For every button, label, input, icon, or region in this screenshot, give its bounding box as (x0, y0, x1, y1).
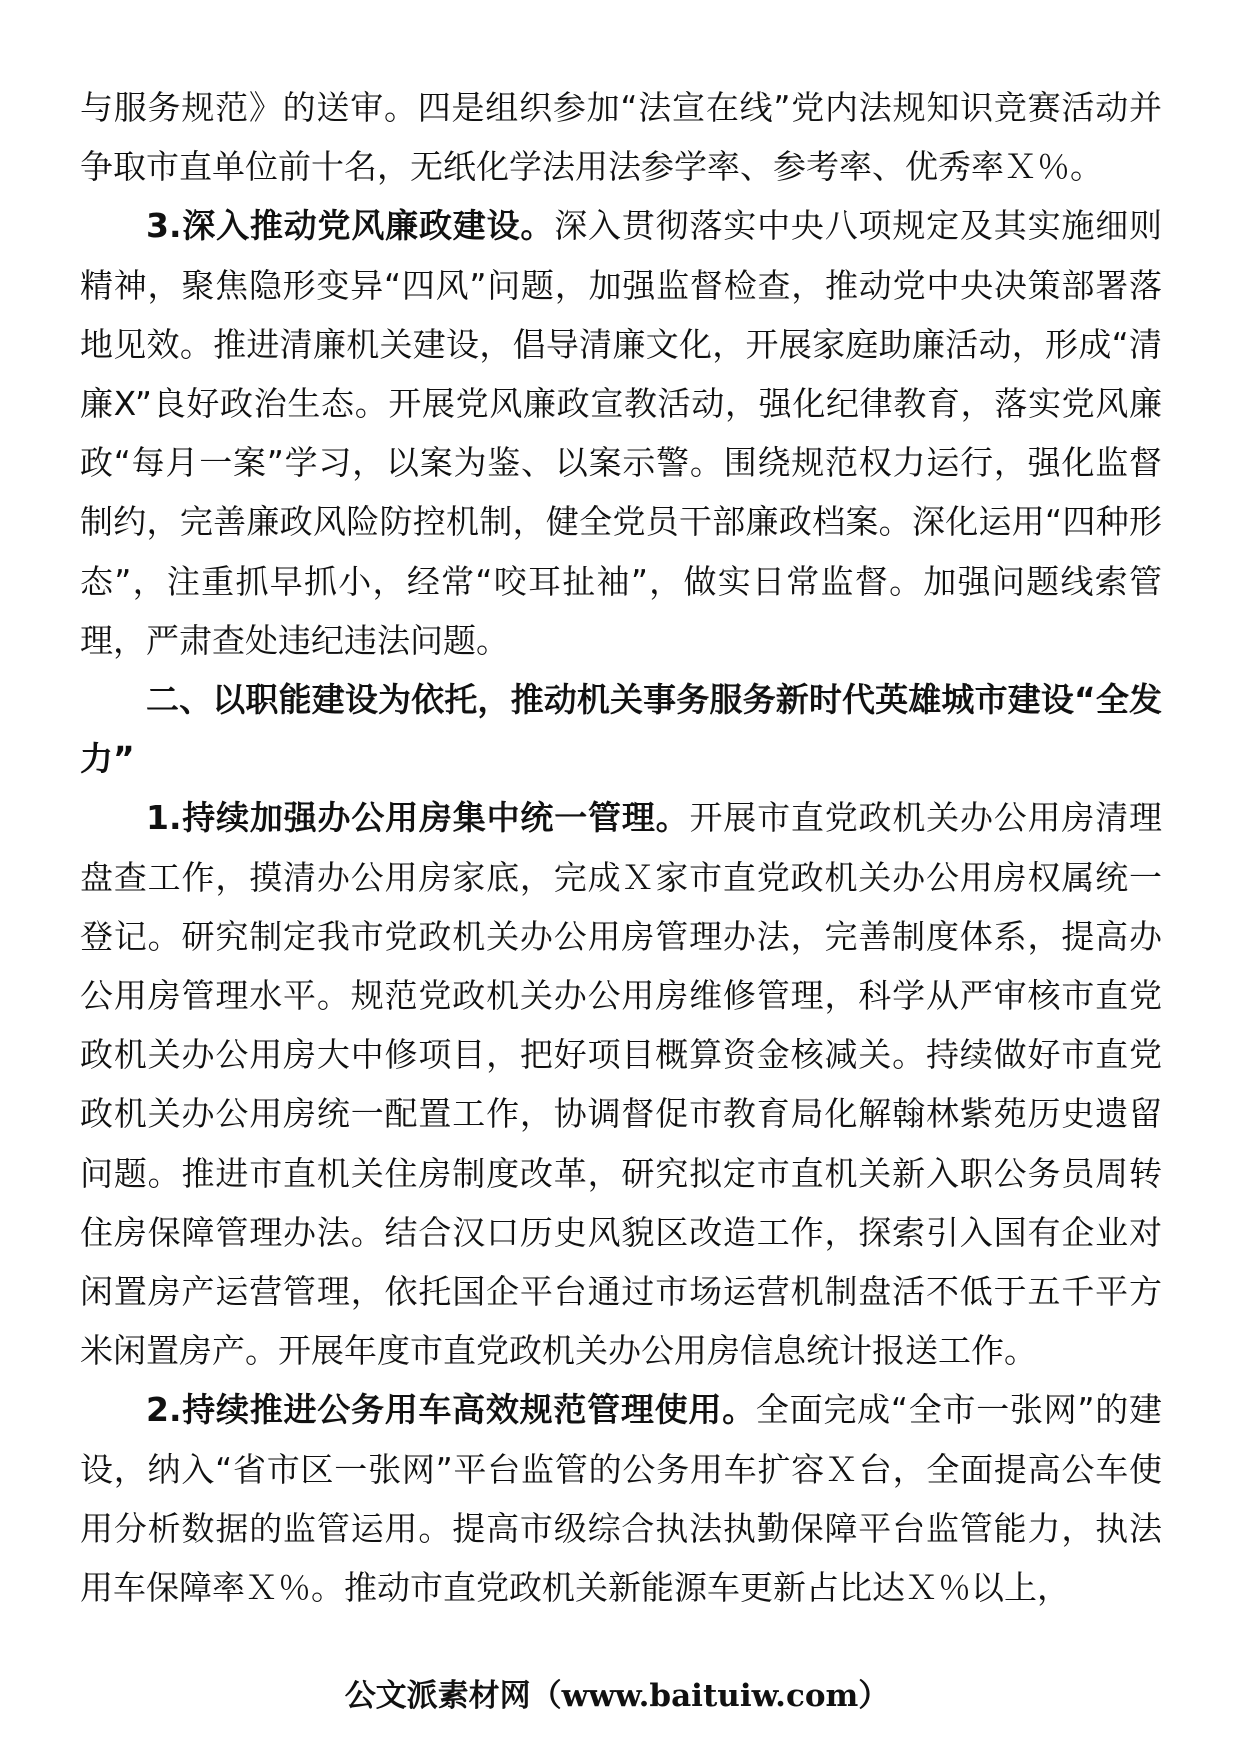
paragraph-1-text: 与服务规范》的送审。四是组织参加“法宣在线”党内法规知识竞赛活动并争取市直单位前十名，无纸化学法用法参学率、参考率、优秀率Ｘ％。 (80, 88, 1162, 187)
paragraph-2-text: 深入贯彻落实中央八项规定及其实施细则精神，聚焦隐形变异“四风”问题，加强监督检查，推动党中央决策部署落地见效。推进清廉机关建设，倡导清廉文化，开展家庭助廉活动，形成“清廉X”良好政治生态。开展党风廉政宣教活动，强化纪律教育，落实党风廉政“每月一案”学习，以案为鉴、以案示警。围绕规范权力运行，强化监督制约，完善廉政风险防控机制，健全党员干部廉政档案。深化运用“四种形态”，注重抓早抓小，经常“咬耳扯袖”，做实日常监督。加强问题线索管理，严肃查处违纪违法问题。 (80, 206, 1163, 660)
paragraph-2 (80, 196, 1162, 670)
paragraph-4-text: 开展市直党政机关办公用房清理盘查工作，摸清办公用房家底，完成Ｘ家市直党政机关办公用房权属统一登记。研究制定我市党政机关办公用房管理办法，完善制度体系，提高办公用房管理水平。规范党政机关办公用房维修管理，科学从严审核市直党政机关办公用房大中修项目，把好项目概算资金核减关。持续做好市直党政机关办公用房统一配置工作，协调督促市教育局化解翰林紫苑历史遗留问题。推进市直机关住房制度改革，研究拟定市直机关新入职公务员周转住房保障管理办法。结合汉口历史风貌区改造工作，探索引入国有企业对闲置房产运营管理，依托国企平台通过市场运营机制盘活不低于五千平方米闲置房产。开展年度市直党政机关办公用房信息统计报送工作。 (80, 798, 1163, 1371)
paragraph-4 (80, 788, 1162, 1380)
section-heading-1: 1.持续加强办公用房集中统一管理。 (146, 798, 690, 838)
section-heading-2: 2.持续推进公务用车高效规范管理使用。 (146, 1390, 756, 1430)
paragraph-5 (80, 1380, 1162, 1617)
document-body (80, 78, 1162, 1617)
chapter-heading-2: 二、以职能建设为依托，推动机关事务服务新时代英雄城市建设“全发力” (80, 680, 1162, 779)
paragraph-5-text: 全面完成“全市一张网”的建设，纳入“省市区一张网”平台监管的公务用车扩容Ｘ台，全面提高公车使用分析数据的监管运用。提高市级综合执法执勤保障平台监管能力，执法用车保障率Ｘ％。推动市直党政机关新能源车更新占比达Ｘ％以上， (80, 1390, 1163, 1608)
footer-watermark: 公文派素材网（www.baituiw.com） (344, 1678, 890, 1714)
section-heading-3: 3.深入推动党风廉政建设。 (146, 206, 555, 246)
paragraph-3 (80, 670, 1162, 788)
paragraph-1 (80, 78, 1162, 196)
